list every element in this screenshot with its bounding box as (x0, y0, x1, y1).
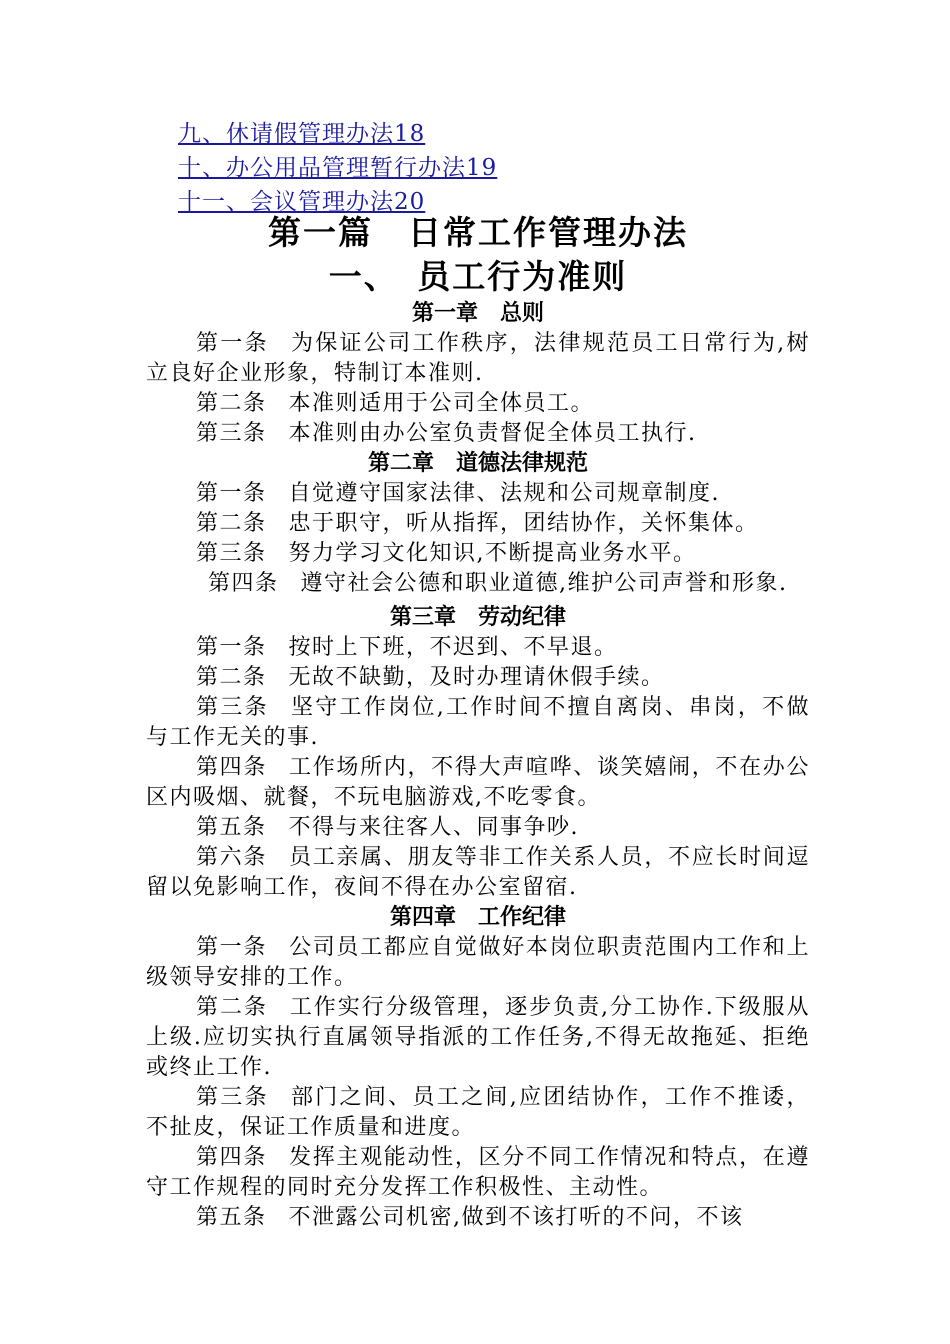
article-number: 第四条 (208, 571, 279, 596)
article (146, 843, 810, 903)
article-number: 第一条 (196, 481, 267, 506)
article (146, 813, 810, 843)
article-text: 不泄露公司机密,做到不该打听的不问，不该 (288, 1205, 744, 1230)
article-text: 公司员工都应自觉做好本岗位职责范围内工作和上级领导安排的工作。 (146, 935, 810, 990)
article (146, 753, 810, 813)
toc-link-meeting-policy[interactable]: 十一、会议管理办法20 (178, 189, 426, 215)
article-number: 第五条 (196, 1205, 267, 1230)
article (146, 539, 810, 569)
article-text: 发挥主观能动性，区分不同工作情况和特点，在遵守工作规程的同时充分发挥工作积极性、主动性。 (146, 1145, 810, 1200)
article (146, 633, 810, 663)
toc-link-office-supplies[interactable]: 十、办公用品管理暂行办法19 (178, 155, 498, 181)
article-text: 按时上下班，不迟到、不早退。 (288, 635, 618, 660)
article (146, 693, 810, 753)
article-number: 第三条 (196, 1085, 269, 1110)
article-number: 第四条 (196, 1145, 268, 1170)
article (146, 1143, 810, 1203)
article (146, 569, 810, 599)
chapter-title: 第四章 工作纪律 (389, 905, 566, 930)
article (146, 663, 810, 693)
part-title: 第一篇 日常工作管理办法 (268, 213, 688, 252)
article-number: 第三条 (196, 421, 267, 446)
article-text: 坚守工作岗位,工作时间不擅自离岗、串岗，不做与工作无关的事. (146, 695, 810, 750)
article-number: 第四条 (196, 755, 268, 780)
article (146, 329, 810, 389)
article-number: 第一条 (196, 331, 269, 356)
article (146, 509, 810, 539)
article-text: 努力学习文化知识,不断提高业务水平。 (288, 541, 697, 566)
article (146, 1203, 810, 1233)
article-number: 第一条 (196, 635, 267, 660)
article-number: 第二条 (196, 665, 267, 690)
article-text: 自觉遵守国家法律、法规和公司规章制度. (288, 481, 721, 506)
chapter-title: 第一章 总则 (411, 301, 544, 326)
article-number: 第二条 (196, 995, 268, 1020)
article-number: 第二条 (196, 511, 267, 536)
toc-link-leave-policy[interactable]: 九、休请假管理办法18 (178, 121, 426, 147)
article-text: 工作实行分级管理，逐步负责,分工协作.下级服从上级.应切实执行直属领导指派的工作任务,不得无故拖延、拒绝或终止工作. (146, 995, 810, 1080)
article (146, 993, 810, 1083)
article-text: 遵守社会公德和职业道德,维护公司声誉和形象. (300, 571, 788, 596)
chapter-title: 第三章 劳动纪律 (389, 605, 566, 630)
article-text: 本准则适用于公司全体员工。 (288, 391, 595, 416)
article-text: 忠于职守，听从指挥，团结协作，关怀集体。 (288, 511, 759, 536)
article-text: 不得与来往客人、同事争吵. (288, 815, 580, 840)
section-title: 一、 员工行为准则 (328, 257, 628, 296)
article (146, 933, 810, 993)
article (146, 389, 810, 419)
article-text: 无故不缺勤，及时办理请休假手续。 (288, 665, 665, 690)
article-text: 本准则由办公室负责督促全体员工执行. (288, 421, 697, 446)
article (146, 1083, 810, 1143)
article (146, 419, 810, 449)
article-number: 第一条 (196, 935, 268, 960)
article-text: 部门之间、员工之间,应团结协作，工作不推诿，不扯皮，保证工作质量和进度。 (146, 1085, 810, 1140)
article-number: 第二条 (196, 391, 267, 416)
article-number: 第五条 (196, 815, 267, 840)
article (146, 479, 810, 509)
article-text: 员工亲属、朋友等非工作关系人员，不应长时间逗留以免影响工作，夜间不得在办公室留宿. (146, 845, 810, 900)
table-of-contents (178, 117, 497, 219)
article-number: 第三条 (196, 541, 267, 566)
chapter-title: 第二章 道德法律规范 (367, 451, 588, 476)
article-number: 第三条 (196, 695, 269, 720)
article-number: 第六条 (196, 845, 268, 870)
document-body (146, 205, 810, 1233)
article-text: 为保证公司工作秩序，法律规范员工日常行为,树立良好企业形象，特制订本准则. (146, 331, 810, 386)
article-text: 工作场所内，不得大声喧哗、谈笑嬉闹，不在办公区内吸烟、就餐，不玩电脑游戏,不吃零食。 (146, 755, 810, 810)
